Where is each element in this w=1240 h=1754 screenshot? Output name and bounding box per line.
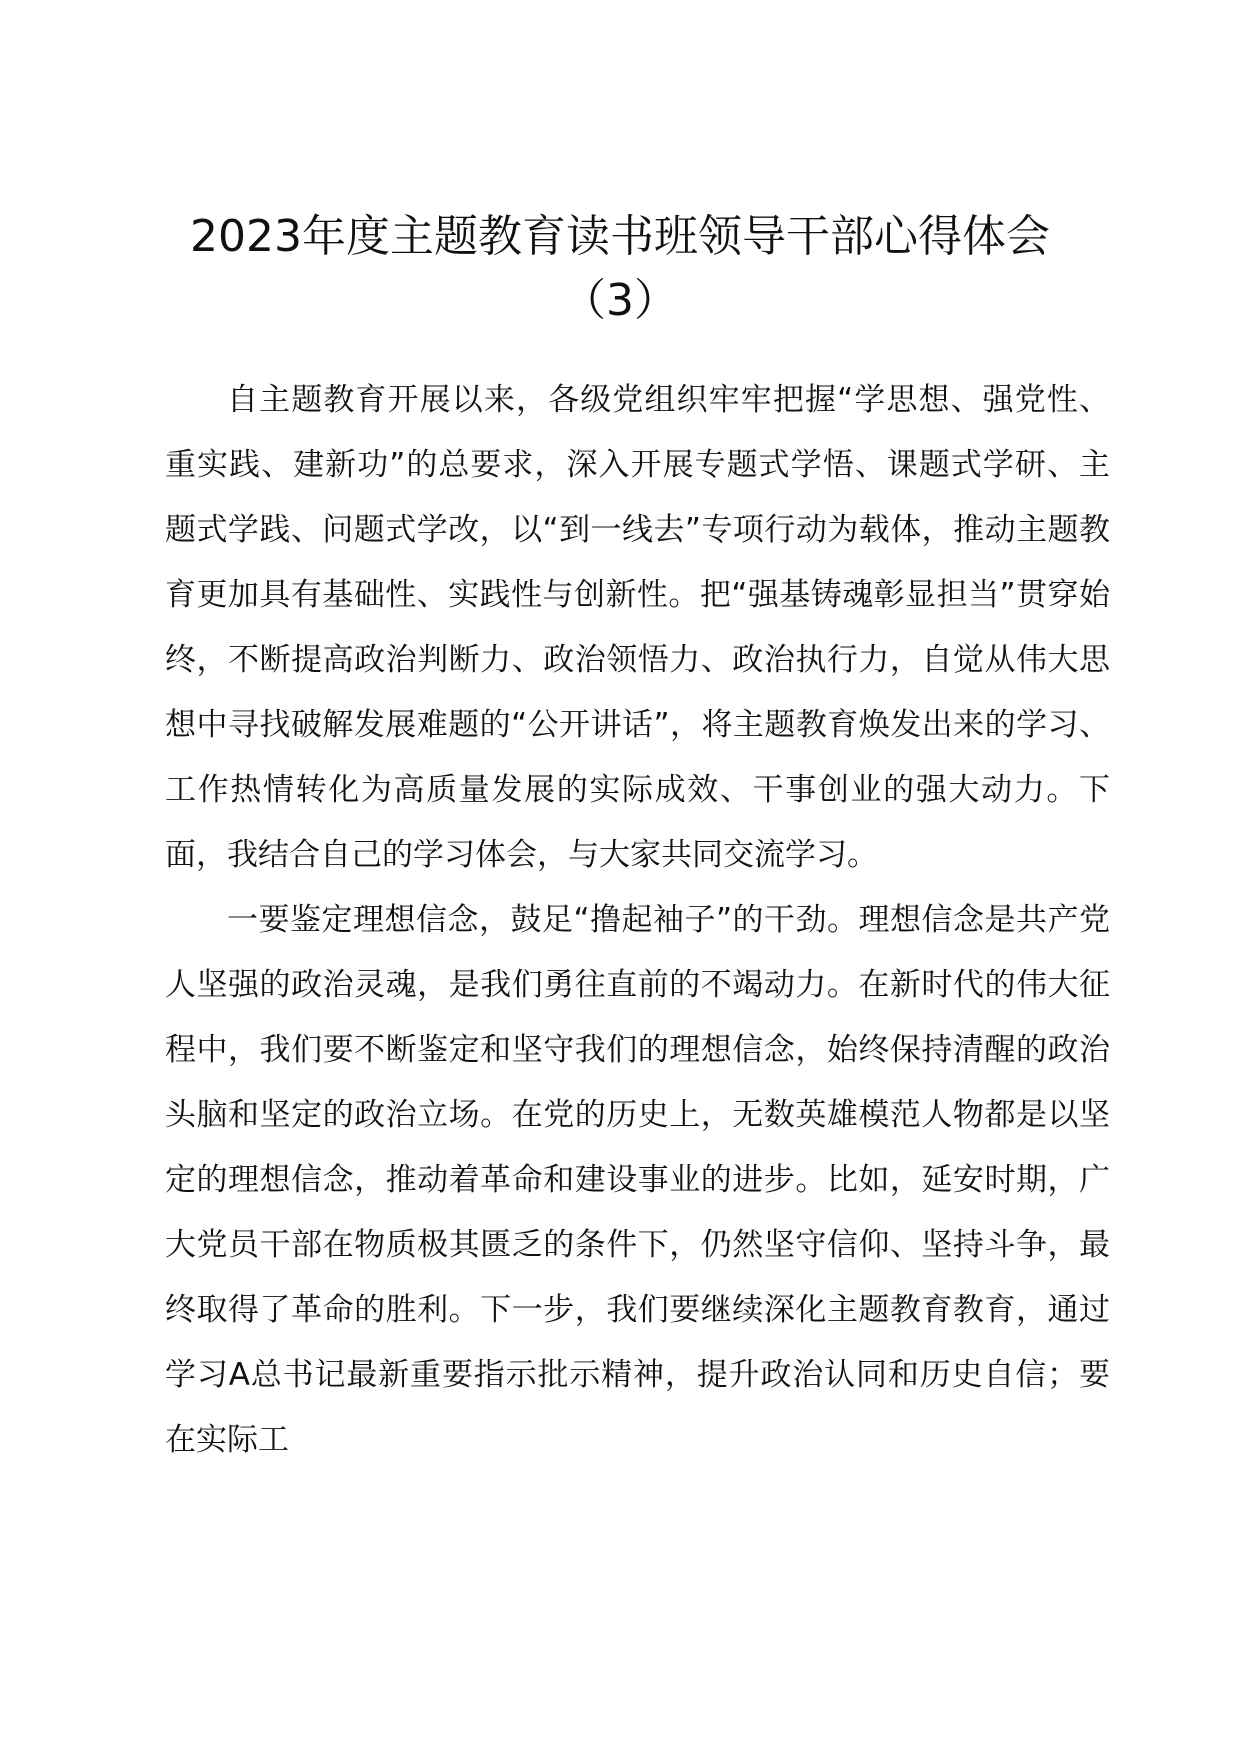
document-body — [165, 368, 1110, 1473]
document-title — [140, 205, 1100, 333]
title-line-2: （3） — [562, 275, 678, 326]
title-line-1: 2023年度主题教育读书班领导干部心得体会 — [190, 211, 1050, 262]
paragraph-2: 一要鉴定理想信念，鼓足“撸起袖子”的干劲。理想信念是共产党人坚强的政治灵魂，是我们勇往直前的不竭动力。在新时代的伟大征程中，我们要不断鉴定和坚守我们的理想信念，始终保持清醒的政治头脑和坚定的政治立场。在党的历史上，无数英雄模范人物都是以坚定的理想信念，推动着革命和建设事业的进步。比如，延安时期，广大党员干部在物质极其匮乏的条件下，仍然坚守信仰、坚持斗争，最终取得了革命的胜利。下一步，我们要继续深化主题教育教育，通过学习A总书记最新重要指示批示精神，提升政治认同和历史自信；要在实际工 — [165, 902, 1110, 1458]
paragraph-1: 自主题教育开展以来，各级党组织牢牢把握“学思想、强党性、重实践、建新功”的总要求，深入开展专题式学悟、课题式学研、主题式学践、问题式学改，以“到一线去”专项行动为载体，推动主题教育更加具有基础性、实践性与创新性。把“强基铸魂彰显担当”贯穿始终，不断提高政治判断力、政治领悟力、政治执行力，自觉从伟大思想中寻找破解发展难题的“公开讲话”，将主题教育焕发出来的学习、工作热情转化为高质量发展的实际成效、干事创业的强大动力。下面，我结合自己的学习体会，与大家共同交流学习。 — [165, 382, 1110, 873]
